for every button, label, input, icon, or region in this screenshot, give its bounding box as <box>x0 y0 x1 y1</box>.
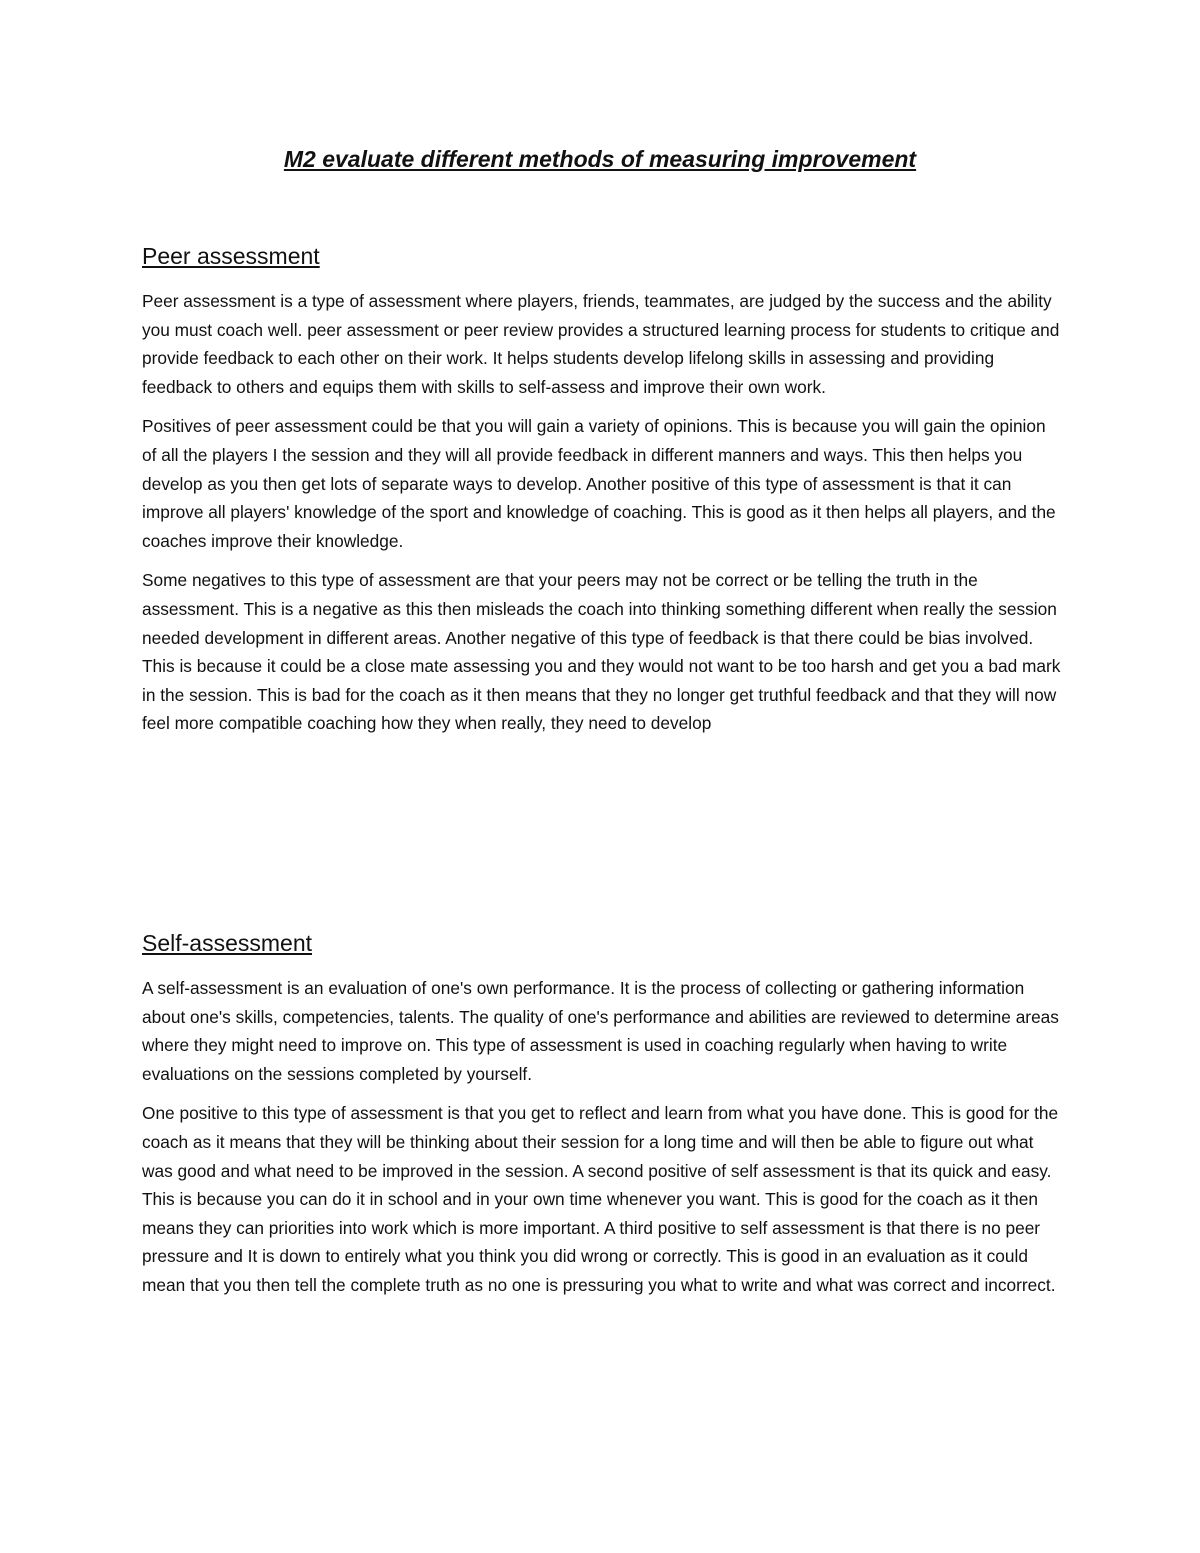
paragraph-peer-positives: Positives of peer assessment could be that you will gain a variety of opinions. This is because you will gain the opinion of all the players I the session and they will all provide feedback in different manners and ways. This then helps you develop as you then get lots of separate ways to develop. Another positive of this type of assessment is that it can improve all players' knowledge of the sport and knowledge of coaching. This is good as it then helps all players, and the coaches improve their knowledge. <box>142 416 1056 551</box>
document-title: M2 evaluate different methods of measuring improvement <box>283 146 917 172</box>
paragraph-peer-negatives: Some negatives to this type of assessment are that your peers may not be correct or be telling the truth in the assessment. This is a negative as this then misleads the coach into thinking something different when really the session needed development in different areas. Another negative of this type of feedback is that there could be bias involved. This is because it could be a close mate assessing you and they would not want to be too harsh and get you a bad mark in the session. This is bad for the coach as it then means that they no longer get truthful feedback and that they will now feel more compatible coaching how they when really, they need to develop <box>142 570 1061 734</box>
section-heading-peer-assessment: Peer assessment <box>142 243 320 269</box>
section-heading-self-assessment: Self-assessment <box>142 930 313 956</box>
section-peer-assessment <box>142 239 1062 749</box>
paragraph-self-definition: A self-assessment is an evaluation of one's own performance. It is the process of collecting or gathering information about one's skills, competencies, talents. The quality of one's performance and abilities are reviewed to determine areas where they might need to improve on. This type of assessment is used in coaching regularly when having to write evaluations on the sessions completed by yourself. <box>142 978 1059 1084</box>
paragraph-self-positives: One positive to this type of assessment is that you get to reflect and learn from what you have done. This is good for the coach as it means that they will be thinking about their session for a long time and will then be able to figure out what was good and what need to be improved in the session. A second positive of self assessment is that its quick and easy. This is because you can do it in school and in your own time whenever you want. This is good for the coach as it then means they can priorities into work which is more important. A third positive to self assessment is that there is no peer pressure and It is down to entirely what you think you did wrong or correctly. This is good in an evaluation as it could mean that you then tell the complete truth as no one is pressuring you what to write and what was correct and incorrect. <box>142 1103 1059 1295</box>
section-self-assessment <box>142 926 1062 1311</box>
paragraph-peer-definition: Peer assessment is a type of assessment where players, friends, teammates, are judged by the success and the ability you must coach well. peer assessment or peer review provides a structured learning process for students to critique and provide feedback to each other on their work. It helps students develop lifelong skills in assessing and providing feedback to others and equips them with skills to self-assess and improve their own work. <box>142 291 1060 397</box>
